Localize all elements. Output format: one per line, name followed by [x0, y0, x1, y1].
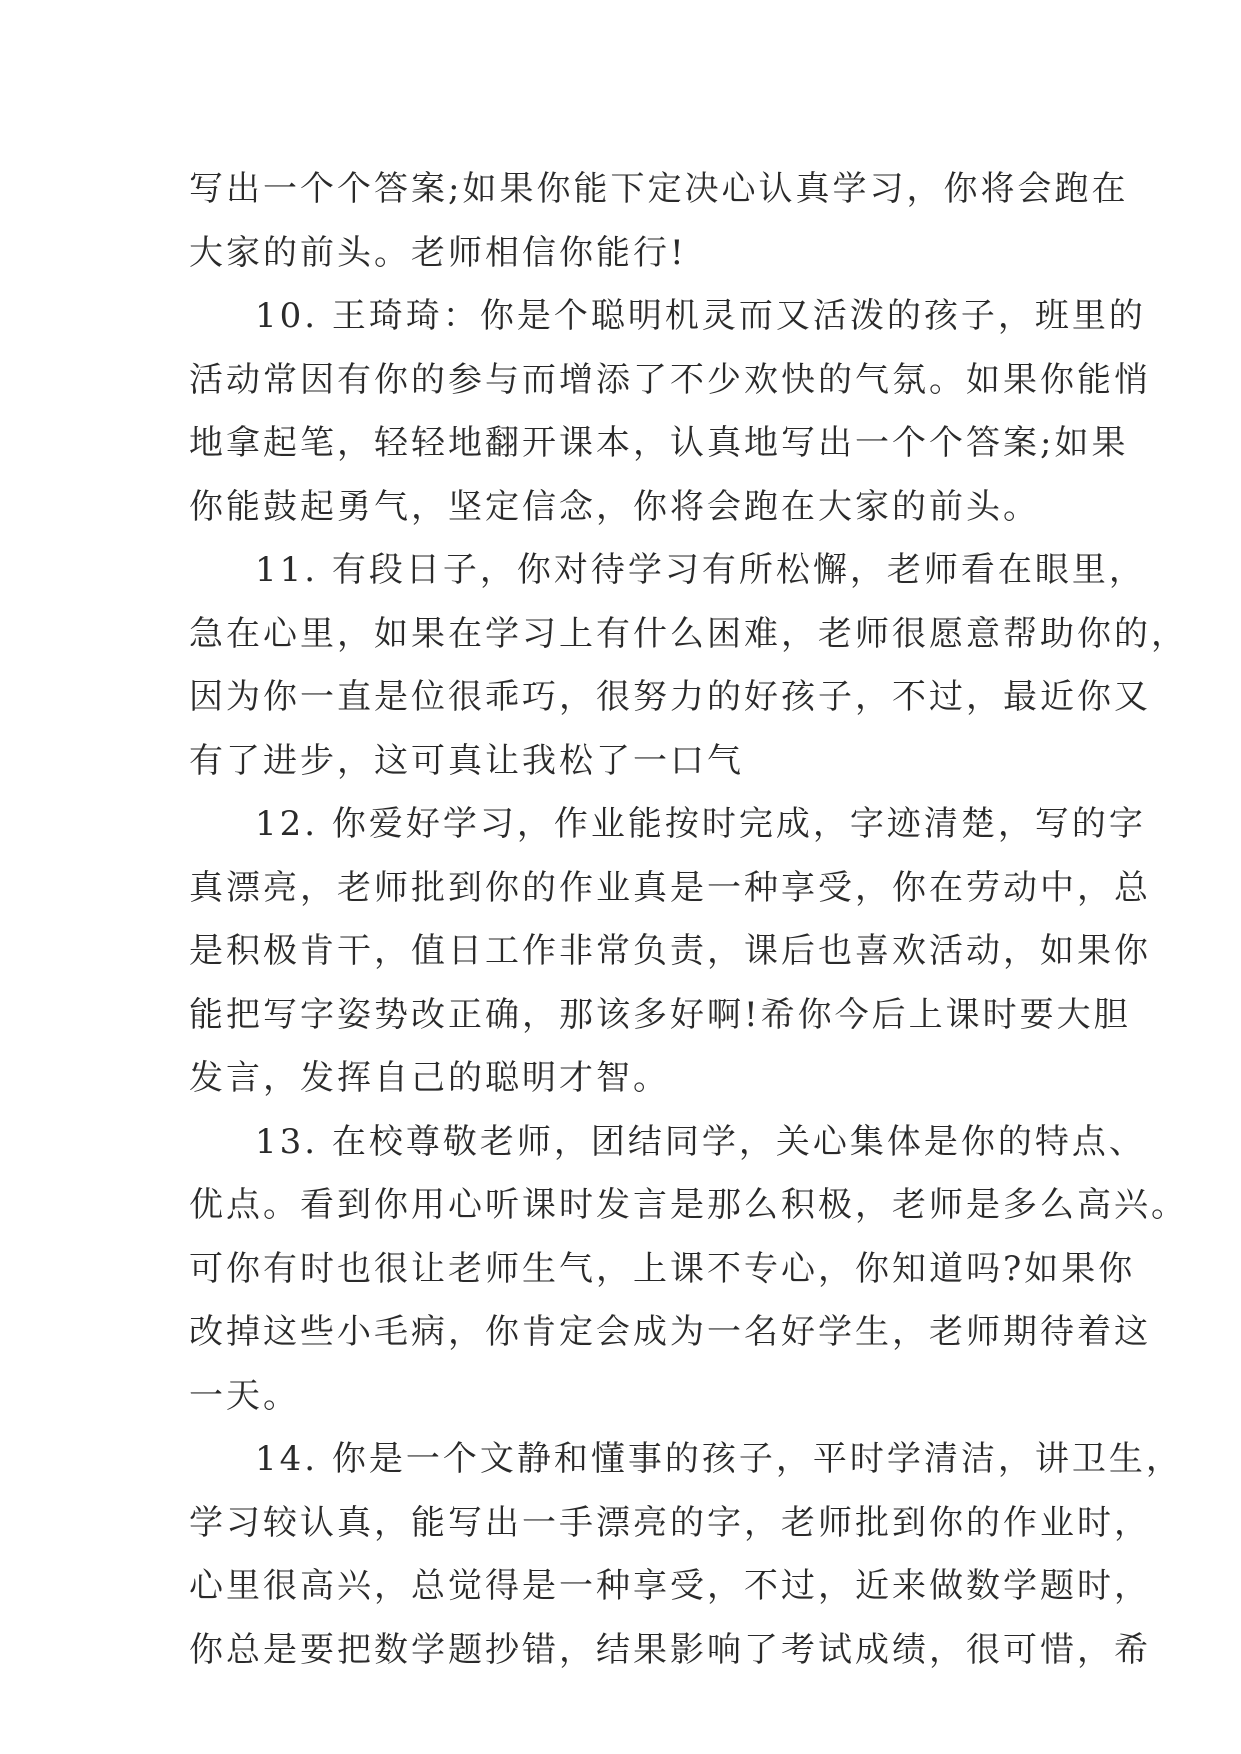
text-line: 一天。 — [189, 1375, 300, 1416]
text-line: 你能鼓起勇气，坚定信念，你将会跑在大家的前头。 — [189, 486, 1040, 527]
text-line: 14. 你是一个文静和懂事的孩子，平时学清洁，讲卫生， — [255, 1439, 1183, 1479]
text-line: 活动常因有你的参与而增添了不少欢快的气氛。如果你能悄 — [189, 359, 1151, 400]
text-line: 10. 王琦琦：你是个聪明机灵而又活泼的孩子，班里的 — [255, 296, 1146, 336]
text-line: 学习较认真，能写出一手漂亮的字，老师批到你的作业时， — [189, 1502, 1151, 1543]
text-line: 有了进步，这可真让我松了一口气 — [189, 740, 744, 781]
text-line: 优点。看到你用心听课时发言是那么积极，老师是多么高兴。 — [189, 1185, 1188, 1225]
text-line: 13. 在校尊敬老师，团结同学，关心集体是你的特点、 — [255, 1121, 1146, 1162]
text-line: 12. 你爱好学习，作业能按时完成，字迹清楚，写的字 — [255, 804, 1146, 844]
text-line: 能把写字姿势改正确，那该多好啊!希你今后上课时要大胆 — [189, 994, 1131, 1035]
text-line: 写出一个个答案;如果你能下定决心认真学习，你将会跑在 — [189, 169, 1129, 209]
text-line: 你总是要把数学题抄错，结果影响了考试成绩，很可惜，希 — [189, 1629, 1151, 1670]
text-line: 地拿起笔，轻轻地翻开课本，认真地写出一个个答案;如果 — [189, 423, 1129, 463]
text-line: 急在心里，如果在学习上有什么困难，老师很愿意帮助你的， — [189, 613, 1188, 654]
document-body — [189, 158, 1188, 1682]
text-line: 大家的前头。老师相信你能行! — [189, 232, 687, 273]
text-line: 可你有时也很让老师生气，上课不专心，你知道吗?如果你 — [189, 1248, 1136, 1289]
text-line: 因为你一直是位很乖巧，很努力的好孩子，不过，最近你又 — [189, 677, 1151, 717]
text-line: 真漂亮，老师批到你的作业真是一种享受，你在劳动中，总 — [189, 867, 1151, 908]
text-line: 11. 有段日子，你对待学习有所松懈，老师看在眼里， — [255, 550, 1146, 590]
text-line: 是积极肯干，值日工作非常负责，课后也喜欢活动，如果你 — [189, 931, 1151, 971]
text-line: 改掉这些小毛病，你肯定会成为一名好学生，老师期待着这 — [189, 1312, 1151, 1352]
text-line: 心里很高兴，总觉得是一种享受，不过，近来做数学题时， — [189, 1566, 1151, 1606]
text-line: 发言，发挥自己的聪明才智。 — [189, 1058, 670, 1098]
